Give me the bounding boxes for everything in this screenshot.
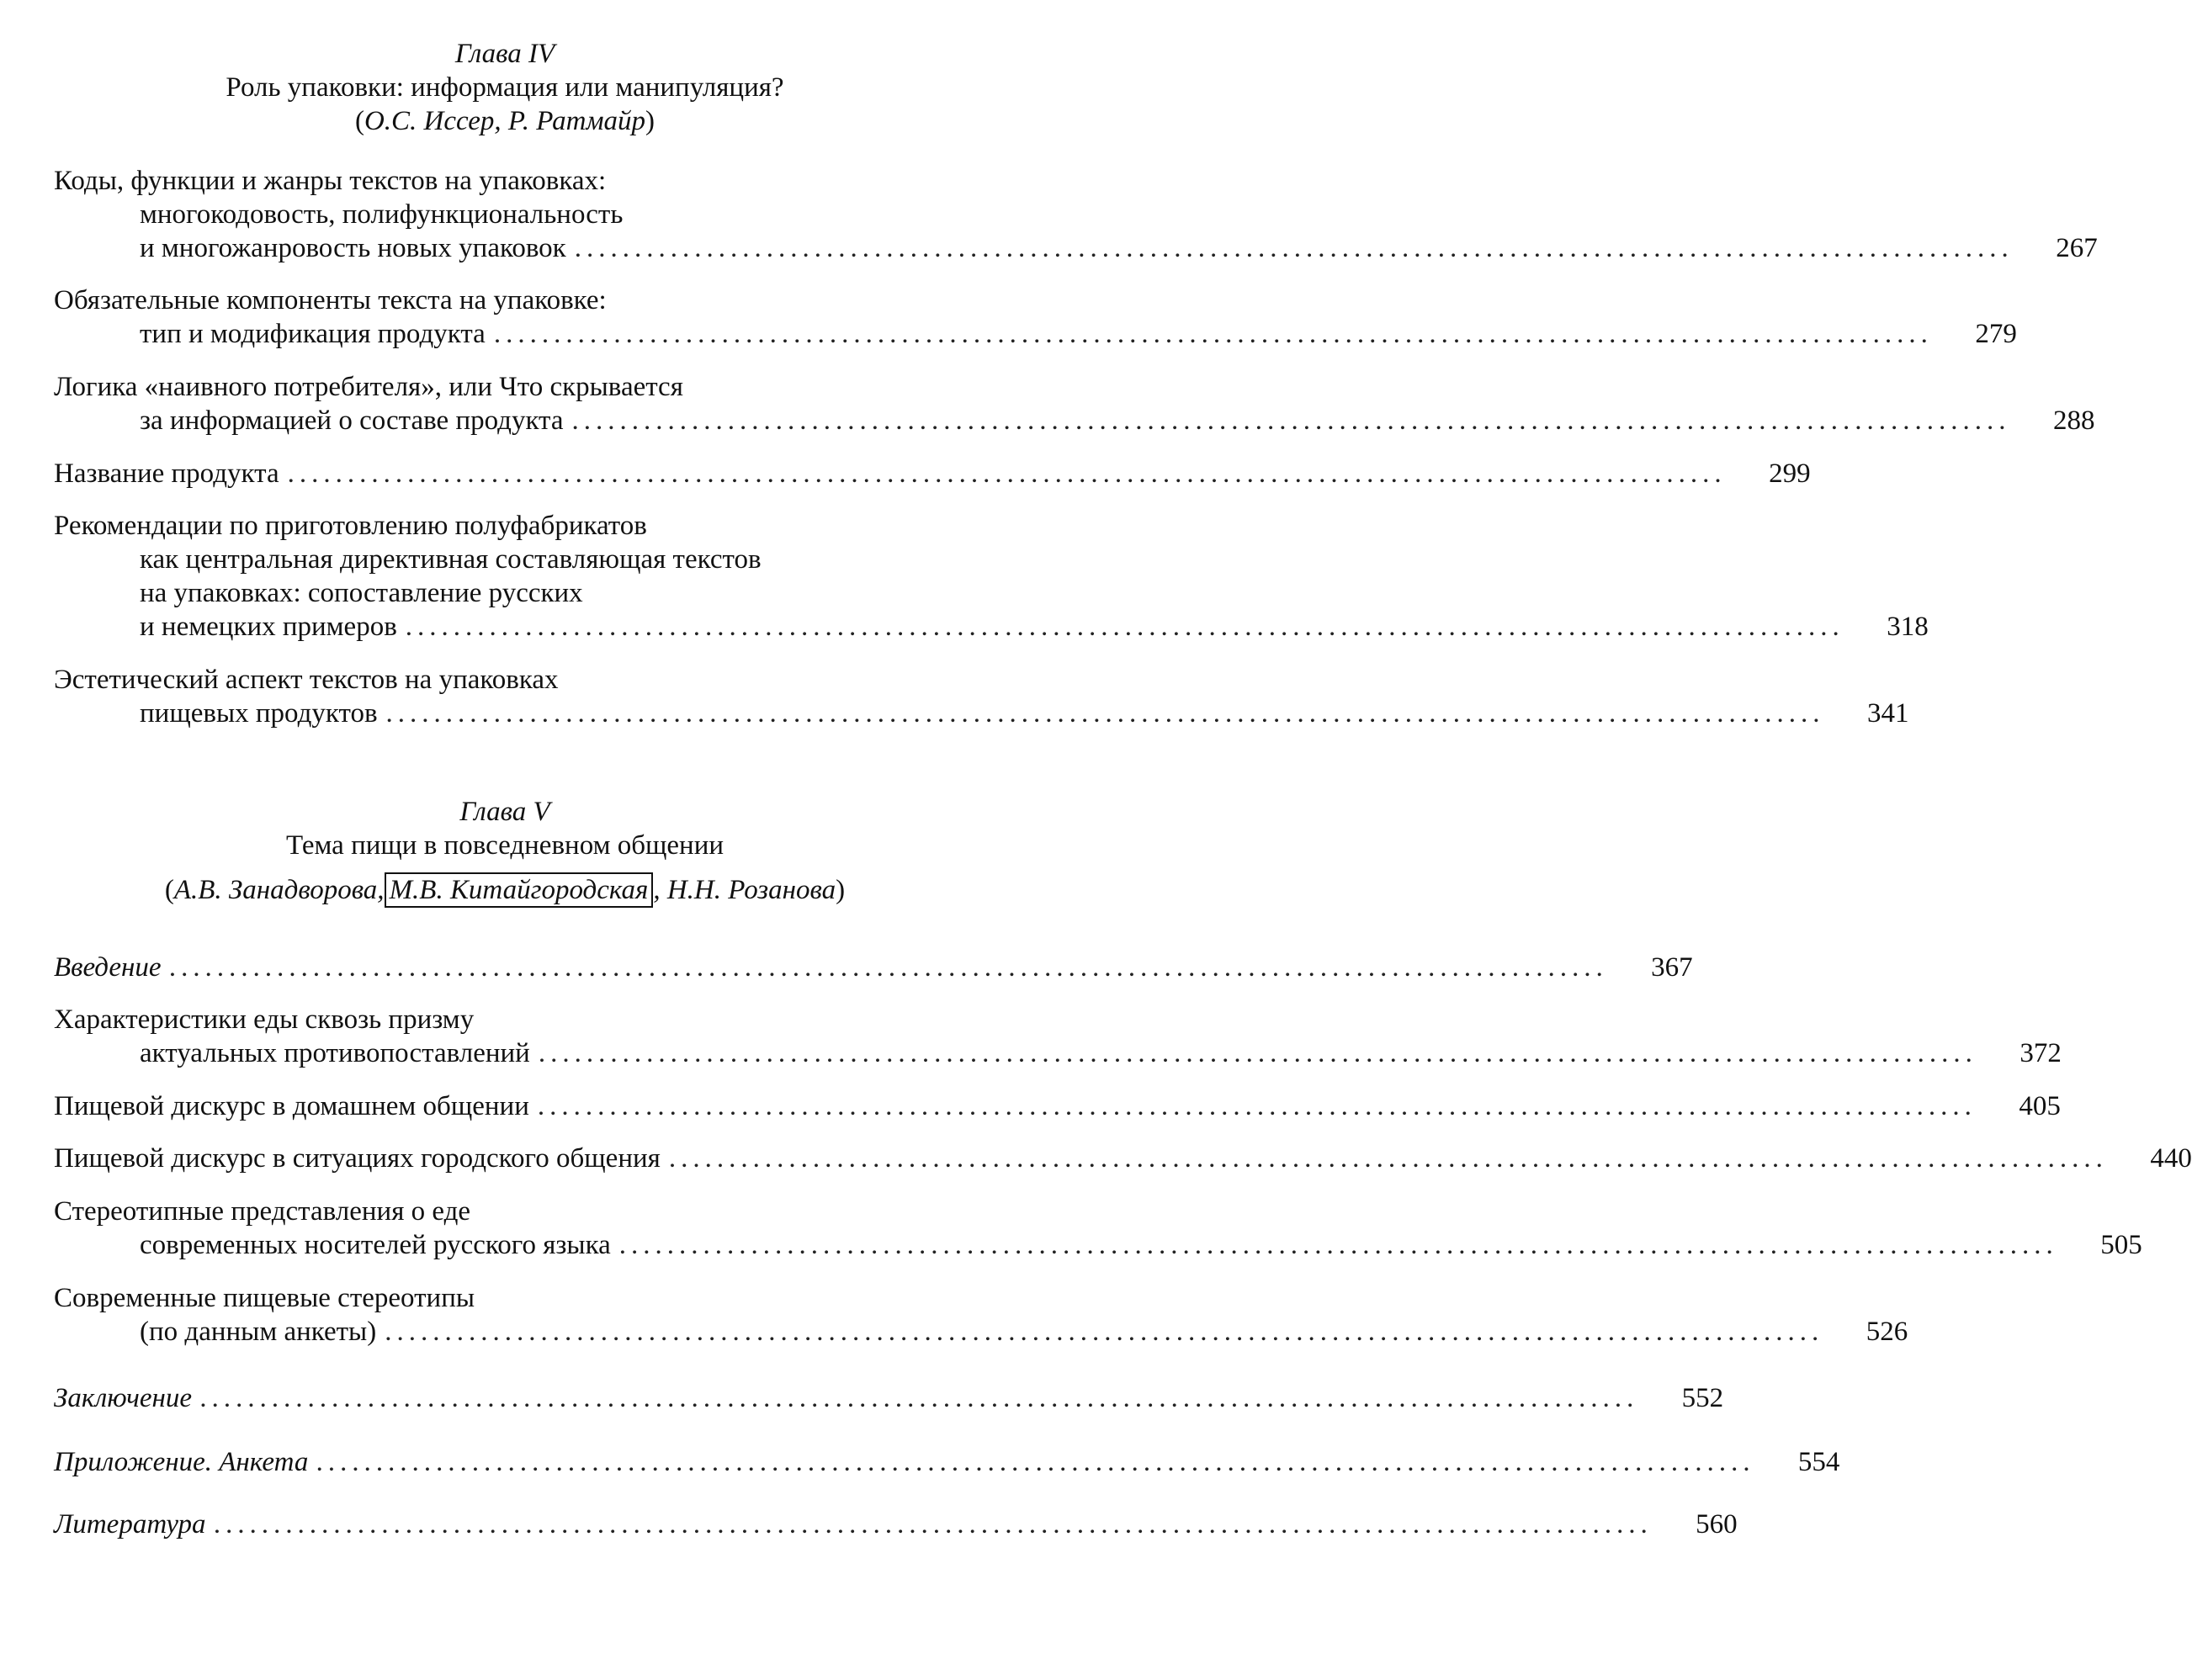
leader-dots: ........................................................................................................................ bbox=[537, 1091, 1977, 1121]
toc-page-number: 367 bbox=[1651, 952, 1693, 983]
leader-dots: ........................................................................................................................ bbox=[538, 1038, 1977, 1068]
chapter-5-author-1: А.В. Занадворова, bbox=[173, 875, 385, 905]
toc-entry-text: Пищевой дискурс в домашнем общении bbox=[54, 1091, 529, 1121]
close-paren: ) bbox=[836, 875, 846, 905]
toc-page-number: 341 bbox=[1867, 698, 1909, 729]
close-paren: ) bbox=[645, 106, 655, 136]
leader-dots: ........................................................................................................................ bbox=[493, 319, 1933, 349]
toc-entry[interactable] bbox=[54, 1445, 1840, 1479]
toc-page-number: 405 bbox=[2019, 1091, 2061, 1121]
toc-entry-text: Эстетический аспект текстов на упаковках bbox=[54, 665, 559, 695]
chapter-5-label: Глава V bbox=[459, 797, 550, 827]
toc-entry[interactable] bbox=[54, 1003, 2062, 1070]
leader-dots: ........................................................................................................................ bbox=[214, 1509, 1653, 1540]
toc-entry-text: за информацией о составе продукта bbox=[140, 405, 564, 436]
toc-entry[interactable] bbox=[54, 1508, 1738, 1541]
chapter-4-author-list: О.С. Иссер, Р. Ратмайр bbox=[364, 106, 646, 136]
toc-page-number: 552 bbox=[1681, 1383, 1724, 1413]
chapter-4-authors bbox=[0, 104, 1010, 138]
toc-page-number: 372 bbox=[2020, 1038, 2062, 1068]
toc-page-number: 554 bbox=[1797, 1447, 1840, 1477]
toc-page-number: 505 bbox=[2100, 1230, 2142, 1260]
leader-dots: ........................................................................................................................ bbox=[405, 612, 1844, 642]
chapter-5-author-3: , Н.Н. Розанова bbox=[653, 875, 836, 905]
leader-dots: ........................................................................................................................ bbox=[618, 1230, 2058, 1260]
toc-page-number: 267 bbox=[2056, 233, 2098, 263]
leader-dots: ........................................................................................................................ bbox=[316, 1447, 1756, 1477]
toc-entry[interactable] bbox=[54, 457, 1811, 490]
toc-page-number: 299 bbox=[1769, 458, 1811, 489]
leader-dots: ........................................................................................................................ bbox=[668, 1143, 2108, 1174]
toc-entry-text: Приложение. Анкета bbox=[54, 1447, 309, 1477]
toc-entry[interactable] bbox=[54, 509, 1929, 644]
toc-entry[interactable] bbox=[54, 370, 2095, 437]
toc-entry-text: Характеристики еды сквозь призму bbox=[54, 1004, 475, 1035]
leader-dots: ........................................................................................................................ bbox=[574, 233, 2014, 263]
open-paren: ( bbox=[354, 106, 364, 136]
toc-entry-text: Обязательные компоненты текста на упаковке: bbox=[54, 285, 607, 315]
toc-entry-text: актуальных противопоставлений bbox=[140, 1038, 530, 1068]
toc-entry-text: многокодовость, полифункциональность bbox=[140, 199, 624, 230]
toc-entry[interactable] bbox=[54, 1142, 2192, 1175]
toc-entry-text: Современные пищевые стереотипы bbox=[54, 1283, 475, 1313]
toc-entry[interactable] bbox=[54, 1281, 1908, 1349]
toc-entry[interactable] bbox=[54, 1089, 2061, 1123]
toc-entry[interactable] bbox=[54, 1381, 1724, 1415]
toc-entry-text: Рекомендации по приготовлению полуфабрикатов bbox=[54, 511, 647, 541]
open-paren: ( bbox=[164, 875, 174, 905]
chapter-4-title: Роль упаковки: информация или манипуляция? bbox=[226, 72, 784, 103]
toc-page-number: 279 bbox=[1975, 319, 2017, 349]
toc-entry-text: современных носителей русского языка bbox=[140, 1230, 611, 1260]
leader-dots: ........................................................................................................................ bbox=[571, 405, 2011, 436]
leader-dots: ........................................................................................................................ bbox=[169, 952, 1609, 983]
toc-entry-text: Пищевой дискурс в ситуациях городского общения bbox=[54, 1143, 661, 1174]
toc-entry-text: Литература bbox=[54, 1509, 206, 1540]
leader-dots: ........................................................................................................................ bbox=[385, 1317, 1824, 1347]
toc-entry[interactable] bbox=[54, 951, 1693, 984]
toc-entry-text: Коды, функции и жанры текстов на упаковках: bbox=[54, 166, 607, 196]
leader-dots: ........................................................................................................................ bbox=[200, 1383, 1640, 1413]
toc-entry-text: пищевых продуктов bbox=[140, 698, 378, 729]
toc-entry-text: и немецких примеров bbox=[140, 612, 397, 642]
toc-page-number: 440 bbox=[2150, 1143, 2192, 1174]
leader-dots: ........................................................................................................................ bbox=[385, 698, 1825, 729]
toc-entry[interactable] bbox=[54, 663, 1909, 730]
boxed-author-name: М.В. Китайгородская bbox=[385, 872, 654, 908]
toc-entry-text: Название продукта bbox=[54, 458, 279, 489]
toc-entry-text: тип и модификация продукта bbox=[140, 319, 486, 349]
toc-entry-text: Стереотипные представления о еде bbox=[54, 1196, 471, 1227]
toc-entry-text: (по данным анкеты) bbox=[140, 1317, 377, 1347]
toc-entry[interactable] bbox=[54, 1195, 2142, 1262]
toc-entry-text: и многожанровость новых упаковок bbox=[140, 233, 566, 263]
toc-page-number: 560 bbox=[1696, 1509, 1738, 1540]
toc-page-number: 526 bbox=[1866, 1317, 1908, 1347]
leader-dots: ........................................................................................................................ bbox=[287, 458, 1727, 489]
toc-page-number: 288 bbox=[2053, 405, 2095, 436]
chapter-5-heading bbox=[0, 795, 1010, 908]
chapter-4-heading bbox=[0, 37, 1010, 138]
toc-entry-text: на упаковках: сопоставление русских bbox=[140, 578, 583, 608]
toc-entry-text: Логика «наивного потребителя», или Что скрывается bbox=[54, 372, 683, 402]
toc-entry[interactable] bbox=[54, 164, 2098, 265]
chapter-4-label: Глава IV bbox=[454, 39, 555, 69]
toc-entry-text: Заключение bbox=[54, 1383, 193, 1413]
toc-entry-text: Введение bbox=[54, 952, 162, 983]
toc-entry-text: как центральная директивная составляющая текстов bbox=[140, 544, 762, 575]
toc-page-number: 318 bbox=[1887, 612, 1929, 642]
chapter-5-title: Тема пищи в повседневном общении bbox=[285, 830, 724, 861]
chapter-5-authors bbox=[0, 872, 1010, 908]
toc-entry[interactable] bbox=[54, 284, 2017, 351]
